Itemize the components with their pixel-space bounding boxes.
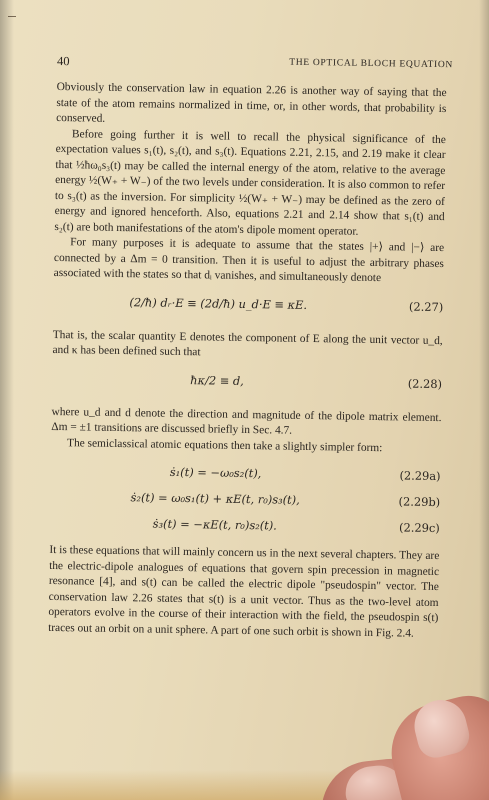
equation-2-29b [50, 485, 440, 513]
equation-2-27 [53, 289, 443, 325]
equation-group-2-29 [50, 459, 441, 539]
paragraph-dipole-direction: where u_d and d denote the direction and magnitude of the dipole matrix element. Δm = ±1 transitions are discussed briefly in Sec. 4.7. [51, 405, 442, 437]
equation-number: (2.29a) [399, 468, 441, 484]
equation-expression: ħκ/2 ≡ d, [190, 372, 244, 388]
equation-number: (2.27) [408, 299, 444, 314]
page-edge-shadow [479, 0, 489, 800]
page-header [56, 53, 454, 76]
paragraph-transition: For many purposes it is adequate to assume that the states |+⟩ and |−⟩ are connected by a Δm = 0 transition. Then it is useful to adjust the arbitrary phases associated with the states so that dᵢ vanishes, and simultaneously denote [53, 236, 445, 285]
equation-number: (2.28) [407, 376, 443, 391]
equation-expression: ṡ₁(t) = −ω₀s₂(t), [169, 464, 262, 481]
equation-expression: (2/ħ) dᵣ·E ≡ (2d/ħ) u_d·E ≡ κE. [129, 294, 308, 312]
paragraph-semiclassical: The semiclassical atomic equations then take a slightly simpler form: [66, 436, 383, 454]
equation-2-29a [50, 459, 440, 487]
equation-2-28 [52, 366, 442, 402]
running-title: THE OPTICAL BLOCH EQUATION [289, 57, 454, 71]
paragraph-expectation-values: Before going further it is well to recall the physical significance of the expectation values s₁(t), s₂(t), and s₃(t). Equations 2.21, 2.15, and 2.19 make it clear that ½ħω₀s₃(t) may be called the internal energy of the atom, relative to the average energy ½(W₊ + W₋) of the two levels under consideration. It is also common to refer to s₃(t) as the inversion. For simplicity ½(W₊ + W₋) may be defined as the zero of energy and ignored henceforth. Also, equations 2.21 and 2.14 show that s₁(t) and s₂(t) are both manifestations of the atom's dipole moment operator. [54, 127, 446, 238]
page-number: 40 [56, 53, 70, 69]
paragraph-scalar-quantity: That is, the scalar quantity E denotes the component of E along the unit vector u_d, and κ has been defined such that [52, 328, 443, 359]
equation-number: (2.29b) [398, 494, 441, 510]
page-content [48, 0, 454, 640]
page-body [48, 80, 447, 642]
equation-2-29c [50, 511, 440, 539]
equation-number: (2.29c) [399, 520, 440, 536]
paragraph-pseudospin: It is these equations that will mainly concern us in the next several chapters. They are the electric-dipole analogues of equations that govern spin precession in magnetic resonance [4], and s(t) can be called the electric dipole "pseudospin" vector. The conservation law 2.26 states that s(t) is a unit vector. Thus as the two-level atom operators evolve in the course of their interaction with the field, the pseudospin s(t) traces out an orbit on a unit sphere. A part of one such orbit is shown in Fig. 2.4. [48, 543, 440, 640]
equation-expression: ṡ₃(t) = −κE(t, r₀)s₂(t). [152, 516, 277, 533]
page-gutter-shadow [0, 0, 14, 800]
equation-expression: ṡ₂(t) = ω₀s₁(t) + κE(t, r₀)s₃(t), [130, 490, 300, 507]
paragraph-conservation: Obviously the conservation law in equation 2.26 is another way of saying that the state of the atom remains normalized in time, or, in other words, that probability is conserved. [56, 80, 447, 125]
